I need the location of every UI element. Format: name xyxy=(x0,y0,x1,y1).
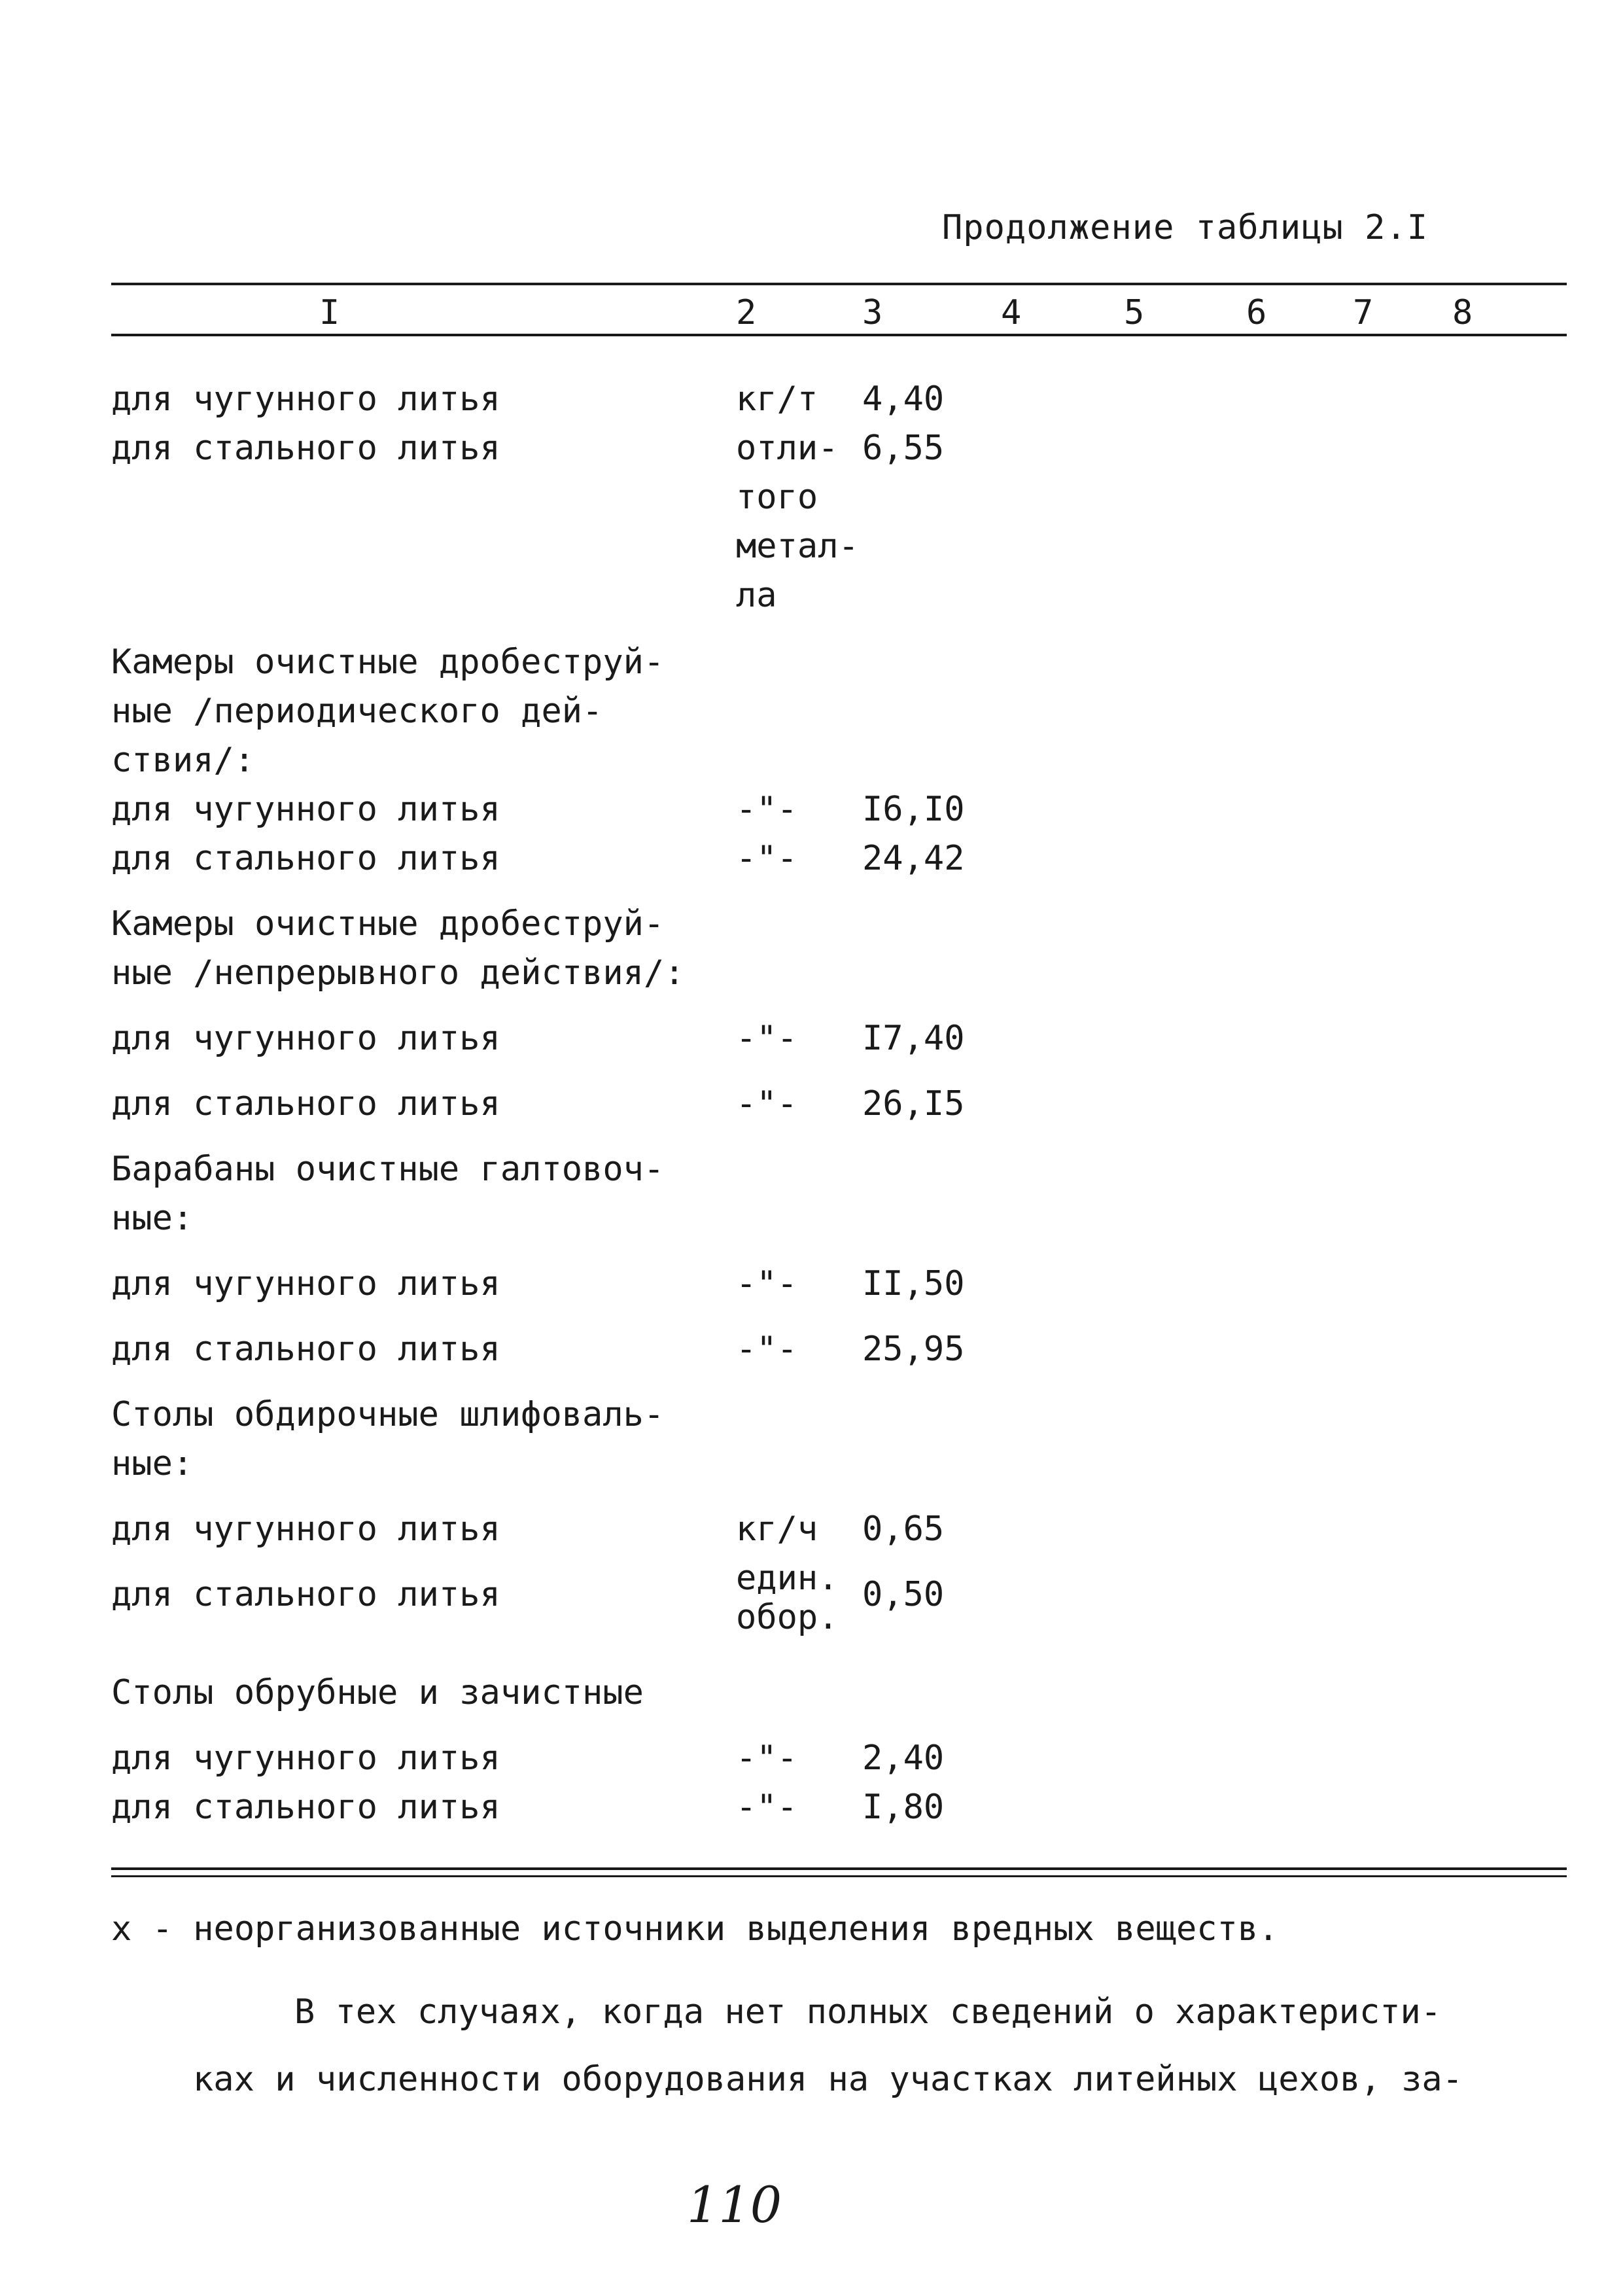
table-cell-name: для стального литья xyxy=(111,1084,500,1123)
table-cell-unit: того xyxy=(736,478,818,517)
table-cell-value: 24,42 xyxy=(862,839,965,878)
column-header-6: 6 xyxy=(1246,293,1267,332)
table-cell-name: для стального литья xyxy=(111,1330,500,1369)
table-cell-value: 6,55 xyxy=(862,429,945,468)
table-cell-name: для чугунного литья xyxy=(111,380,500,419)
table-cell-unit: кг/т xyxy=(736,380,818,419)
table-cell-unit: -"- xyxy=(736,1264,797,1303)
paragraph-line: ках и численности оборудования на участках литейных цехов, за- xyxy=(193,2060,1463,2099)
table-group-heading: Камеры очистные дробеструй- xyxy=(111,904,665,944)
table-cell-name: для чугунного литья xyxy=(111,1739,500,1778)
table-cell-name: для чугунного литья xyxy=(111,790,500,829)
table-group-heading: ные /непрерывного действия/: xyxy=(111,953,685,993)
table-cell-unit: -"- xyxy=(736,1019,797,1058)
table-cell-value: 4,40 xyxy=(862,380,945,419)
table-cell-name: для стального литья xyxy=(111,839,500,878)
column-header-8: 8 xyxy=(1452,293,1473,332)
table-group-heading: Барабаны очистные галтовоч- xyxy=(111,1150,665,1189)
column-header-2: 2 xyxy=(736,293,757,332)
table-header-rule xyxy=(111,334,1567,336)
footnote: х - неорганизованные источники выделения вредных веществ. xyxy=(111,1909,1279,1949)
table-cell-unit: отли- xyxy=(736,429,839,468)
table-bottom-rule-double xyxy=(111,1875,1567,1877)
table-cell-name: для стального литья xyxy=(111,429,500,468)
table-top-rule xyxy=(111,283,1567,285)
table-group-heading: Столы обрубные и зачистные xyxy=(111,1673,644,1712)
table-cell-value: 2,40 xyxy=(862,1739,945,1778)
page-number: 110 xyxy=(687,2176,782,2234)
table-cell-value: I7,40 xyxy=(862,1019,965,1058)
table-cell-unit: един. xyxy=(736,1559,839,1598)
table-cell-unit: -"- xyxy=(736,839,797,878)
table-group-heading: Столы обдирочные шлифоваль- xyxy=(111,1395,665,1434)
table-group-heading: ные /периодического дей- xyxy=(111,692,603,731)
column-header-3: 3 xyxy=(862,293,883,332)
column-header-4: 4 xyxy=(1001,293,1022,332)
paragraph-line: В тех случаях, когда нет полных сведений о характеристи- xyxy=(294,1992,1442,2032)
table-cell-name: для чугунного литья xyxy=(111,1264,500,1303)
table-caption: Продолжение таблицы 2.I xyxy=(942,208,1429,247)
table-cell-name: для чугунного литья xyxy=(111,1510,500,1549)
table-cell-unit: -"- xyxy=(736,1739,797,1778)
table-cell-unit: метал- xyxy=(736,527,859,566)
table-cell-unit: -"- xyxy=(736,1788,797,1827)
table-cell-value: 0,50 xyxy=(862,1575,945,1614)
table-cell-value: I,80 xyxy=(862,1788,945,1827)
table-cell-name: для чугунного литья xyxy=(111,1019,500,1058)
table-cell-unit: обор. xyxy=(736,1598,839,1637)
table-cell-name: для стального литья xyxy=(111,1788,500,1827)
table-cell-unit: -"- xyxy=(736,1084,797,1123)
table-cell-value: 0,65 xyxy=(862,1510,945,1549)
table-cell-value: II,50 xyxy=(862,1264,965,1303)
table-bottom-rule xyxy=(111,1867,1567,1870)
table-cell-unit: -"- xyxy=(736,1330,797,1369)
column-header-1: I xyxy=(319,293,340,332)
table-cell-value: I6,I0 xyxy=(862,790,965,829)
table-cell-name: для стального литья xyxy=(111,1575,500,1614)
table-cell-unit: кг/ч xyxy=(736,1510,818,1549)
table-cell-unit: -"- xyxy=(736,790,797,829)
table-group-heading: ные: xyxy=(111,1444,194,1483)
table-cell-unit: ла xyxy=(736,576,777,615)
table-cell-value: 26,I5 xyxy=(862,1084,965,1123)
table-group-heading: ные: xyxy=(111,1199,194,1238)
table-group-heading: ствия/: xyxy=(111,741,255,780)
column-header-7: 7 xyxy=(1353,293,1374,332)
table-cell-value: 25,95 xyxy=(862,1330,965,1369)
column-header-5: 5 xyxy=(1124,293,1145,332)
table-group-heading: Камеры очистные дробеструй- xyxy=(111,643,665,682)
